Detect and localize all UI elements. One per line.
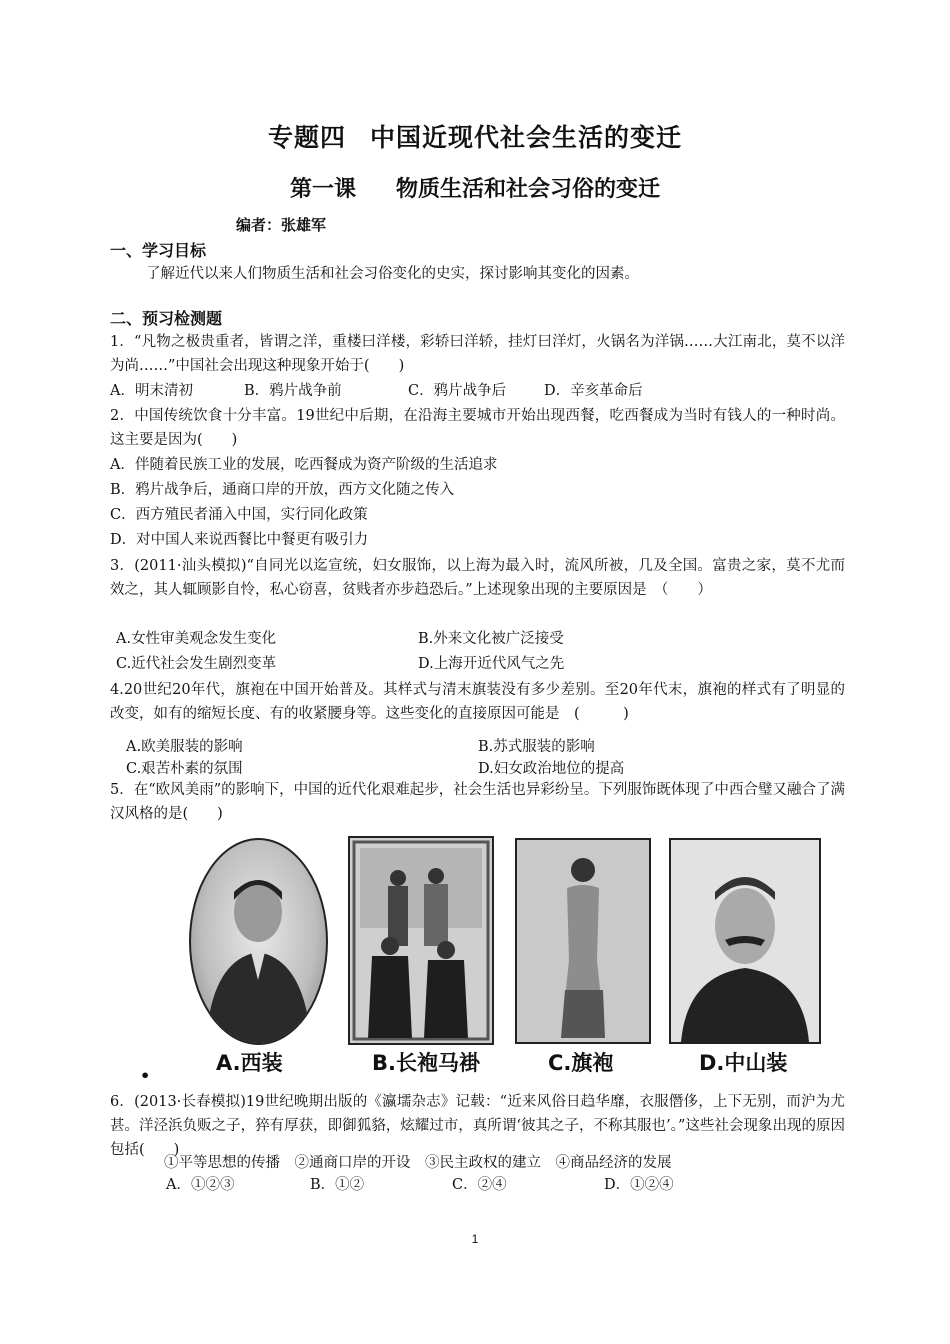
lesson-name: 物质生活和社会习俗的变迁 xyxy=(396,177,661,202)
caption-zhongshan-suit: D.中山装 xyxy=(699,1051,788,1075)
long-gown-figures xyxy=(350,838,492,1043)
q3-option-c: C.近代社会发生剧烈变革 xyxy=(116,656,277,672)
q1-option-c: C．鸦片战争后 xyxy=(408,383,507,399)
q3-option-d: D.上海开近代风气之先 xyxy=(418,656,565,672)
q2-option-b: B．鸦片战争后，通商口岸的开放，西方文化随之传入 xyxy=(110,482,455,498)
q3-option-b: B.外来文化被广泛接受 xyxy=(418,631,564,647)
qipao-figure xyxy=(517,840,649,1042)
question-4-stem: 4.20世纪20年代，旗袍在中国开始普及。其样式与清末旗装没有多少差别。至20年代末，旗袍的样式有了明显的改变，如有的缩短长度、有的收紧腰身等。这些变化的直接原因可能是 ( ) xyxy=(110,682,845,722)
photo-western-suit xyxy=(189,838,328,1045)
western-suit-figure xyxy=(191,840,326,1043)
lesson-title xyxy=(0,172,950,203)
q1-option-d: D．辛亥革命后 xyxy=(544,383,643,399)
photo-qipao xyxy=(515,838,651,1044)
question-2-stem: 2．中国传统饮食十分丰富。19世纪中后期，在沿海主要城市开始出现西餐，吃西餐成为当时有钱人的一种时尚。这主要是因为( ) xyxy=(110,408,845,448)
goals-text: 了解近代以来人们物质生活和社会习俗变化的史实，探讨影响其变化的因素。 xyxy=(146,266,639,282)
photo-long-gown-jacket xyxy=(348,836,494,1045)
q6-option-b: B．①② xyxy=(310,1177,365,1193)
section-heading-preview: 二、预习检测题 xyxy=(110,309,223,328)
title-part2: 中国近现代社会生活的变迁 xyxy=(370,123,683,152)
question-1-stem: 1．“凡物之极贵重者，皆谓之洋，重楼曰洋楼，彩轿曰洋轿，挂灯曰洋灯，火锅名为洋锅……大江南北，莫不以洋为尚……”中国社会出现这种现象开始于( ) xyxy=(110,334,845,374)
q1-option-a: A．明末清初 xyxy=(110,383,193,399)
q6-option-a: A．①②③ xyxy=(166,1177,235,1193)
q4-option-c: C.艰苦朴素的氛围 xyxy=(126,761,243,777)
q2-option-a: A．伴随着民族工业的发展，吃西餐成为资产阶级的生活追求 xyxy=(110,457,498,473)
zhongshan-suit-figure xyxy=(671,840,819,1042)
q3-option-a: A.女性审美观念发生变化 xyxy=(116,631,277,647)
q2-option-c: C．西方殖民者涌入中国，实行同化政策 xyxy=(110,507,368,523)
page-number: 1 xyxy=(471,1232,479,1246)
question-5-stem: 5．在“欧风美雨”的影响下，中国的近代化艰难起步，社会生活也异彩纷呈。下列服饰既体现了中西合璧又融合了满汉风格的是( ) xyxy=(110,782,845,822)
q6-option-c: C．②④ xyxy=(452,1177,507,1193)
caption-qipao: C.旗袍 xyxy=(548,1051,614,1075)
q6-option-d: D．①②④ xyxy=(604,1177,674,1193)
bullet-mark: • xyxy=(140,1066,151,1085)
author: 编者：张雄军 xyxy=(236,216,327,234)
q2-option-d: D．对中国人来说西餐比中餐更有吸引力 xyxy=(110,532,369,548)
caption-long-gown: B.长袍马褂 xyxy=(372,1051,480,1075)
caption-western-suit: A.西装 xyxy=(216,1051,283,1075)
question-6-stem: 6．(2013·长春模拟)19世纪晚期出版的《瀛壖杂志》记载：“近来风俗日趋华靡，衣服僭侈，上下无别，而沪为尤甚。洋泾浜负贩之子，猝有厚获，即御狐貉，炫耀过市，真所谓‘彼其之子，不称其服也’。”这些社会现象出现的原因包括( ) xyxy=(110,1094,845,1158)
q1-option-b: B．鸦片战争前 xyxy=(244,383,342,399)
section-heading-goals: 一、学习目标 xyxy=(110,241,207,260)
photo-zhongshan-suit xyxy=(669,838,821,1044)
page-title xyxy=(0,118,950,154)
q6-items: ①平等思想的传播 ②通商口岸的开设 ③民主政权的建立 ④商品经济的发展 xyxy=(164,1155,672,1171)
q4-option-d: D.妇女政治地位的提高 xyxy=(478,761,625,777)
lesson-number: 第一课 xyxy=(289,177,356,202)
question-3-stem: 3．(2011·汕头模拟)“自同光以迄宣统，妇女服饰，以上海为最入时，流风所被，几及全国。富贵之家，莫不尤而效之，其人辄顾影自怜，私心窃喜，贫贱者亦步趋恐后。”上述现象出现的主要原因是 （ ） xyxy=(110,558,845,598)
q4-option-a: A.欧美服装的影响 xyxy=(126,739,243,755)
title-part1: 专题四 xyxy=(267,123,346,152)
q4-option-b: B.苏式服装的影响 xyxy=(478,739,595,755)
